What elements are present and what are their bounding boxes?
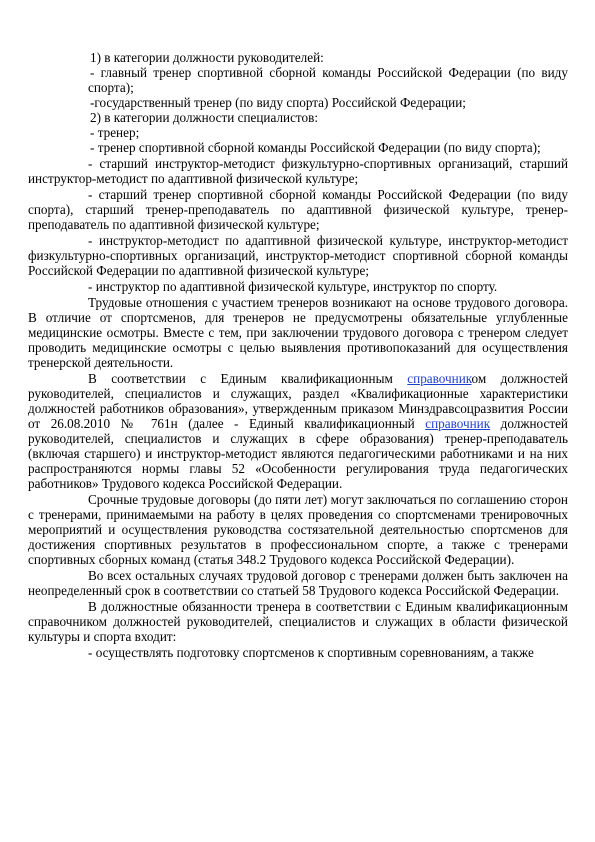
handbook-link-2[interactable]: справочник <box>425 416 491 431</box>
line-senior-instructor: - старший инструктор-методист физкультурно-спортивных организаций, старший инструктор-методист по адаптивной физической культуре; <box>28 156 568 186</box>
line-category-managers: 1) в категории должности руководителей: <box>90 50 324 65</box>
paragraph-labor-relations: Трудовые отношения с участием тренеров возникают на основе трудового договора. В отличие от спортсменов, для тренеров не предусмотрены обязательные углубленные медицинские осмотры. Вместе с тем, при заключении трудового договора с тренером следует проводить медицинские осмотры с целью выявления противопоказаний для осуществления тренерской деятельности. <box>28 295 568 370</box>
line-duty-preparation: - осуществлять подготовку спортсменов к спортивным соревнованиям, а также <box>88 645 534 660</box>
line-team-coach: - тренер спортивной сборной команды Российской Федерации (по виду спорта); <box>90 140 541 155</box>
para2-part1: В соответствии с Единым квалификационным <box>88 371 408 386</box>
line-head-coach: - главный тренер спортивной сборной команды Российской Федерации (по виду спорта); <box>88 65 568 95</box>
line-state-coach: -государственный тренер (по виду спорта) Российской Федерации; <box>90 95 466 110</box>
line-senior-coach: - старший тренер спортивной сборной команды Российской Федерации (по виду спорта), старший тренер-преподаватель по адаптивной физической культуре, тренер-преподаватель по адаптивной физической культуре; <box>28 187 568 232</box>
line-coach: - тренер; <box>90 125 140 140</box>
line-category-specialists: 2) в категории должности специалистов: <box>90 110 319 125</box>
paragraph-indefinite-term: Во всех остальных случаях трудовой договор с тренерами должен быть заключен на неопределенный срок в соответствии со статьей 58 Трудового кодекса Российской Федерации. <box>28 568 568 598</box>
paragraph-fixed-term-contracts: Срочные трудовые договоры (до пяти лет) могут заключаться по соглашению сторон с тренерами, принимаемыми на работу в целях проведения со спортсменами тренировочных мероприятий и осуществления руководства состязательной деятельностью спортсменов для достижения спортивных результатов в профессиональном спорте, а также с тренерами спортивных сборных команд (статья 348.2 Трудового кодекса Российской Федерации). <box>28 492 568 567</box>
handbook-link-1[interactable]: справочник <box>407 371 472 386</box>
paragraph-duties: В должностные обязанности тренера в соответствии с Единым квалификационным справочником должностей руководителей, специалистов и служащих в области физической культуры и спорта входит: <box>28 599 568 644</box>
line-instructor-methodist: - инструктор-методист по адаптивной физической культуре, инструктор-методист физкультурно-спортивных организаций, инструктор-методист спортивной сборной команды Российской Федерации по адаптивной физической культуре; <box>28 233 568 278</box>
paragraph-unified-handbook <box>28 371 568 491</box>
line-instructor: - инструктор по адаптивной физической культуре, инструктор по спорту. <box>88 279 498 294</box>
para2-part3: должностей руководителей, специалистов и служащих в сфере образования) тренер-преподаватель (включая старшего) и инструктор-методист являются педагогическими работниками и на них распространяются нормы главы 52 «Особенности регулирования труда педагогических работников» Трудового кодекса Российской Федерации. <box>28 416 568 491</box>
para2-part2: ом должностей руководителей, специалистов и служащих, раздел «Квалификационные характеристики должностей работников образования», утвержденным приказом Минздравсоцразвития России от 26.08.2010 № 761н (далее - Единый квалификационный <box>28 371 568 431</box>
